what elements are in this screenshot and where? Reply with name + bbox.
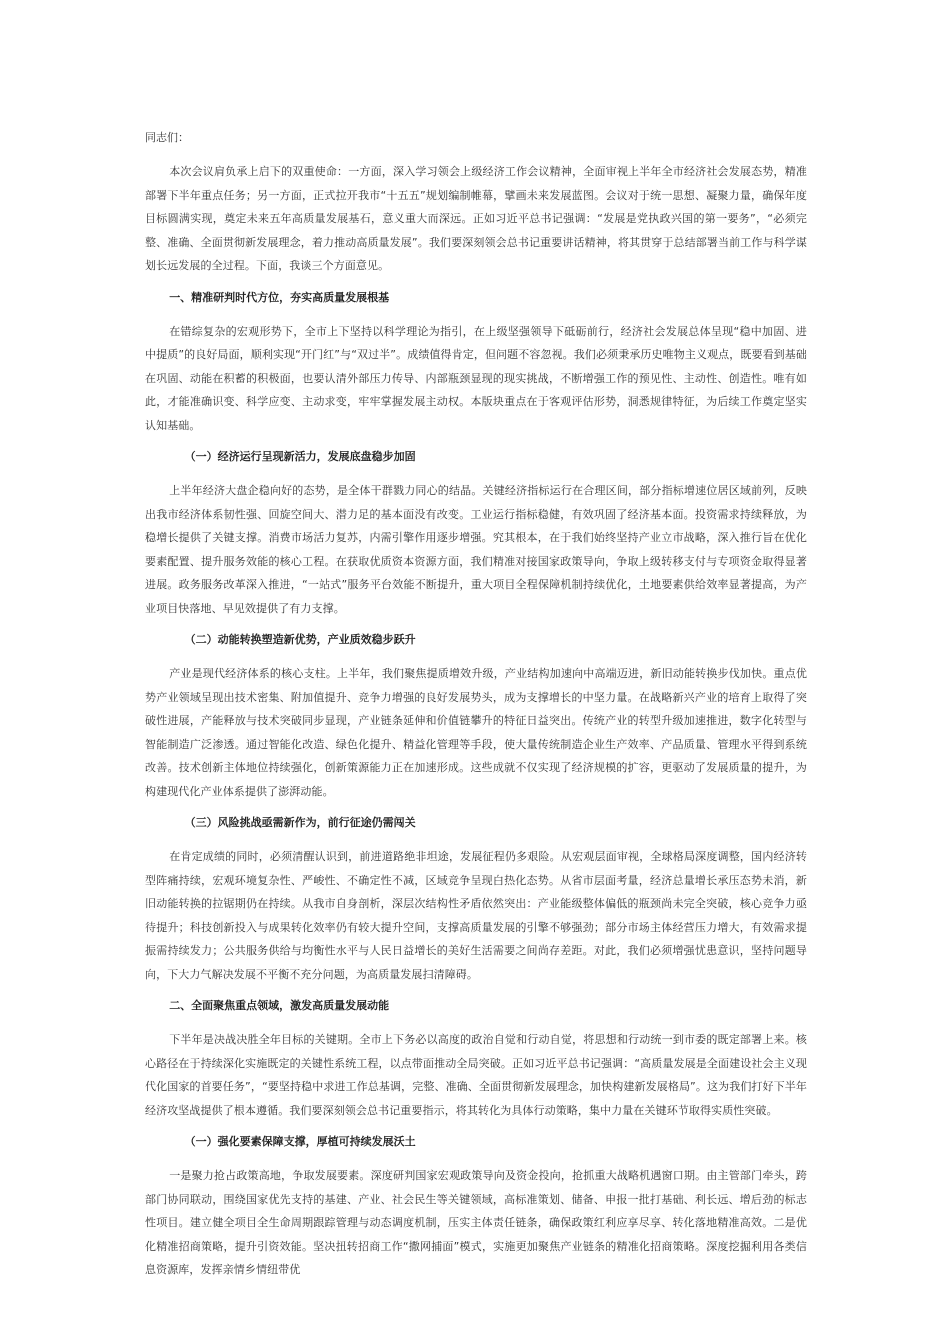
section-1-paragraph: 在错综复杂的宏观形势下，全市上下坚持以科学理论为指引，在上级坚强领导下砥砺前行，经济社会发展总体呈现“稳中加固、进中提质”的良好局面，顺利实现“开门红”与“双过半”。成绩值得肯定，但问题不容忽视。我们必须秉承历史唯物主义观点，既要看到基础在巩固、动能在积蓄的积极面，也要认清外部压力传导、内部瓶颈显现的现实挑战，不断增强工作的预见性、主动性、创造性。唯有如此，才能准确识变、科学应变、主动求变，牢牢掌握发展主动权。本版块重点在于客观评估形势，洞悉规律特征，为后续工作奠定坚实认知基础。 — [145, 324, 807, 432]
subsection-2-1-paragraph: 一是聚力抢占政策高地，争取发展要素。深度研判国家宏观政策导向及资金投向，抢抓重大战略机遇窗口期。由主管部门牵头，跨部门协同联动，围绕国家优先支持的基建、产业、社会民生等关键领域，高标准策划、储备、申报一批打基础、利长远、增后劲的标志性项目。建立健全项目全生命周期跟踪管理与动态调度机制，压实主体责任链条，确保政策红利应享尽享、转化落地精准高效。二是优化精准招商策略，提升引资效能。坚决扭转招商工作“撒网捕面”模式，实施更加聚焦产业链条的精准化招商策略。深度挖掘利用各类信息资源库，发挥亲情乡情纽带优 — [145, 1169, 807, 1276]
subsection-heading-1-2: （二）动能转换塑造新优势，产业质效稳步跃升 — [184, 633, 416, 646]
intro-paragraph: 本次会议肩负承上启下的双重使命：一方面，深入学习领会上级经济工作会议精神，全面审视上半年全市经济社会发展态势，精准部署下半年重点任务；另一方面，正式拉开我市“十五五”规划编制帷幕，擘画未来发展蓝图。会议对于统一思想、凝聚力量，确保年度目标圆满实现，奠定未来五年高质量发展基石，意义重大而深远。正如习近平总书记强调：“发展是党执政兴国的第一要务”，“必须完整、准确、全面贯彻新发展理念，着力推动高质量发展”。我们要深刻领会总书记重要讲话精神，将其贯穿于总结部署当前工作与科学谋划长远发展的全过程。下面，我谈三个方面意见。 — [145, 165, 807, 272]
subsection-heading-2-1: （一）强化要素保障支撑，厚植可持续发展沃土 — [184, 1135, 416, 1148]
subsection-1-3-paragraph: 在肯定成绩的同时，必须清醒认识到，前进道路绝非坦途，发展征程仍多艰险。从宏观层面审视，全球格局深度调整，国内经济转型阵痛持续，宏观环境复杂性、严峻性、不确定性不减，区域竞争呈现白热化态势。从省市层面考量，经济总量增长承压态势未消，新旧动能转换的拉锯期仍在持续。从我市自身剖析，深层次结构性矛盾依然突出：产业能级整体偏低的瓶颈尚未完全突破，核心竞争力亟待提升；科技创新投入与成果转化效率仍有较大提升空间，支撑高质量发展的引擎不够强劲；部分市场主体经营压力增大，有效需求提振需持续发力；公共服务供给与均衡性水平与人民日益增长的美好生活需要之间尚存差距。对此，我们必须增强忧患意识，坚持问题导向，下大力气解决发展不平衡不充分问题，为高质量发展扫清障碍。 — [145, 850, 807, 981]
section-heading-2: 二、全面聚焦重点领域，激发高质量发展动能 — [169, 999, 390, 1012]
section-heading-1: 一、精准研判时代方位，夯实高质量发展根基 — [169, 290, 390, 304]
document-page — [145, 128, 807, 1292]
section-2-paragraph: 下半年是决战决胜全年目标的关键期。全市上下务必以高度的政治自觉和行动自觉，将思想和行动统一到市委的既定部署上来。核心路径在于持续深化实施既定的关键性系统工程，以点带面推动全局突破。正如习近平总书记强调：“高质量发展是全面建设社会主义现代化国家的首要任务”，“要坚持稳中求进工作总基调，完整、准确、全面贯彻新发展理念，加快构建新发展格局”。这为我们打好下半年经济攻坚战提供了根本遵循。我们要深刻领会总书记重要指示，将其转化为具体行动策略，集中力量在关键环节取得实质性突破。 — [145, 1033, 807, 1117]
subsection-1-1-paragraph: 上半年经济大盘企稳向好的态势，是全体干群戮力同心的结晶。关键经济指标运行在合理区间，部分指标增速位居区域前列，反映出我市经济体系韧性强、回旋空间大、潜力足的基本面没有改变。工业运行指标稳健，有效巩固了经济基本面。投资需求持续释放，为稳增长提供了关键支撑。消费市场活力复苏，内需引擎作用逐步增强。究其根本，在于我们始终坚持产业立市战略，深入推行旨在优化要素配置、提升服务效能的核心工程。在获取优质资本资源方面，我们精准对接国家政策导向，争取上级转移支付与专项资金取得显著进展。政务服务改革深入推进，“一站式”服务平台效能不断提升，重大项目全程保障机制持续优化，土地要素供给效率显著提高，为产业项目快落地、早见效提供了有力支撑。 — [145, 484, 807, 615]
greeting: 同志们： — [145, 131, 189, 144]
subsection-1-2-paragraph: 产业是现代经济体系的核心支柱。上半年，我们聚焦提质增效升级，产业结构加速向中高端迈进，新旧动能转换步伐加快。重点优势产业领域呈现出技术密集、附加值提升、竞争力增强的良好发展势头，成为支撑增长的中坚力量。在战略新兴产业的培育上取得了突破性进展，产能释放与技术突破同步显现，产业链条延伸和价值链攀升的特征日益突出。传统产业的转型升级加速推进，数字化转型与智能制造广泛渗透。通过智能化改造、绿色化提升、精益化管理等手段，使大量传统制造企业生产效率、产品质量、管理水平得到系统改善。技术创新主体地位持续强化，创新策源能力正在加速形成。这些成就不仅实现了经济规模的扩容，更驱动了发展质量的提升，为构建现代化产业体系提供了澎湃动能。 — [145, 667, 807, 798]
subsection-heading-1-1: （一）经济运行呈现新活力，发展底盘稳步加固 — [184, 450, 416, 463]
subsection-heading-1-3: （三）风险挑战亟需新作为，前行征途仍需闯关 — [184, 816, 416, 829]
